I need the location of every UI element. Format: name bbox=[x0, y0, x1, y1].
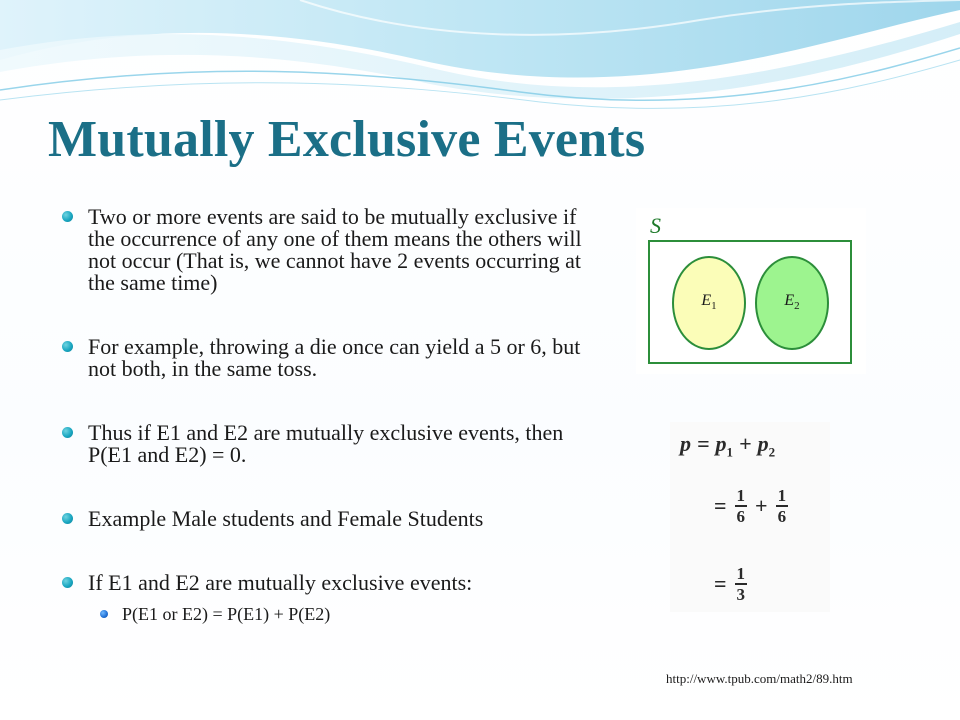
bullet-addition-rule bbox=[60, 572, 600, 624]
event-e1-label: $E_1$ bbox=[701, 292, 717, 313]
bullet-list bbox=[60, 206, 600, 624]
probability-formula bbox=[670, 422, 830, 612]
formula-line-sum: $p = p_1 + p_2$ bbox=[680, 431, 776, 460]
fraction-one-sixth-b: $\frac{1}{6}$ bbox=[777, 486, 787, 526]
bullet-definition: Two or more events are said to be mutually exclusive if the occurrence of any one of them means the others will not occur (That is, we cannot have 2 events occurring at the same time) bbox=[60, 206, 600, 294]
sub-bullet-formula: P(E1 or E2) = P(E1) + P(E2) bbox=[100, 604, 600, 624]
sample-space-box bbox=[648, 240, 852, 364]
fraction-one-third: $\frac{1}{3}$ bbox=[736, 564, 746, 604]
venn-diagram bbox=[636, 208, 866, 374]
bullet-zero-probability: Thus if E1 and E2 are mutually exclusive events, then P(E1 and E2) = 0. bbox=[60, 422, 600, 466]
wave-header-decoration bbox=[0, 0, 960, 120]
formula-line-result: = $\frac{1}{3}$ bbox=[714, 564, 746, 604]
sub-bullet-list bbox=[88, 604, 600, 624]
event-e2-ellipse bbox=[755, 256, 829, 350]
source-link[interactable]: http://www.tpub.com/math2/89.htm bbox=[666, 671, 853, 686]
fraction-one-sixth-a: $\frac{1}{6}$ bbox=[736, 486, 746, 526]
event-e1-ellipse bbox=[672, 256, 746, 350]
sample-space-label: S bbox=[650, 213, 661, 238]
slide-title: Mutually Exclusive Events bbox=[48, 111, 646, 168]
event-e2-label: $E_2$ bbox=[784, 292, 800, 313]
bullet-addition-rule-text: If E1 and E2 are mutually exclusive events: bbox=[88, 570, 473, 595]
formula-line-fractions: = $\frac{1}{6}$ + $\frac{1}{6}$ bbox=[714, 486, 787, 526]
bullet-male-female-example: Example Male students and Female Students bbox=[60, 508, 600, 530]
bullet-die-example: For example, throwing a die once can yield a 5 or 6, but not both, in the same toss. bbox=[60, 336, 600, 380]
